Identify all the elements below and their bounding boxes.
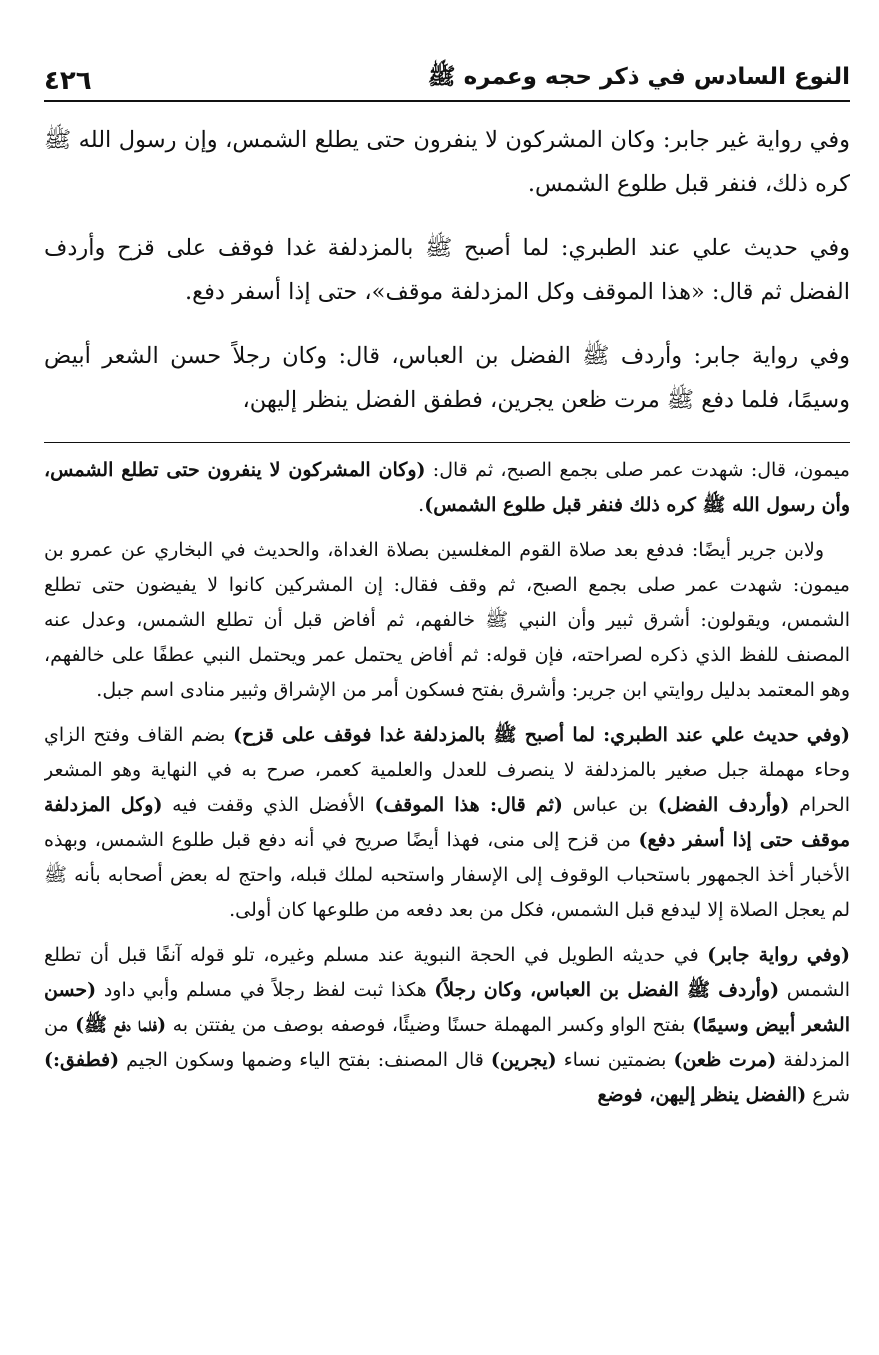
- commentary-quote: (وأردف ﷺ الفضل بن العباس، وكان رجلاً): [434, 979, 780, 1001]
- commentary-paragraph-2: ولابن جرير أيضًا: فدفع بعد صلاة القوم المغلسين بصلاة الغداة، والحديث في البخاري عن عمرو بن ميمون: شهدت عمر صلى بجمع الصبح، ثم وقف فقال: إن المشركين كانوا لا يفيضون حتى تطلع الشمس، ويقولون: أشرق ثبير وأن النبي ﷺ خالفهم، ثم أفاض قبل أن تطلع الشمس، وعدل عنه المصنف للفظ الذي ذكره لصراحته، فإن قوله: ثم أفاض يحتمل عمر ويحتمل النبي عطفًا على خالفهم، وهو المعتمد بدليل روايتي ابن جرير: وأشرق بفتح فسكون أمر من الإشراق وثبير منادى اسم جبل.: [44, 539, 850, 701]
- commentary-quote: (وفي حديث علي عند الطبري: لما أصبح ﷺ بالمزدلفة غدا فوقف على قزح): [233, 724, 850, 746]
- commentary: [44, 453, 850, 1113]
- page-number: ٤٢٦: [44, 66, 92, 96]
- commentary-quote: (ثم قال: هذا الموقف): [374, 794, 563, 816]
- page-header: [44, 52, 850, 102]
- commentary-quote: (مرت ظعن): [673, 1049, 777, 1071]
- commentary-text: في حديثه الطويل في الحجة النبوية عند مسلم وغيره، تلو قوله آنفًا قبل أن تطلع الشمس: [44, 944, 850, 1001]
- commentary-quote: (وفي رواية جابر): [707, 944, 850, 966]
- footnote-divider: [44, 442, 850, 443]
- commentary-quote: (فلما دفع ﷺ): [75, 1014, 167, 1036]
- commentary-text: بضم القاف وفتح الزاي وحاء مهملة جبل صغير بالمزدلفة لا ينصرف للعدل والعلمية كعمر، صرح به في النهاية وهو المشعر الحرام: [44, 724, 850, 816]
- commentary-text: من قزح إلى منى، فهذا أيضًا صريح في أنه دفع قبل طلوع الشمس، وبهذه الأخبار أخذ الجمهور باستحباب الوقوف إلى الإسفار واستحبه لملك قبله، واحتج له بعض أصحابه بأنه ﷺ لم يعجل الصلاة إلا ليدفع قبل الشمس، فكل من بعد دفعه من طلوعها كان أولى.: [44, 829, 850, 921]
- commentary-quote: (وأردف الفضل): [657, 794, 790, 816]
- commentary-text: هكذا ثبت لفظ رجلاً في مسلم وأبي داود: [96, 979, 435, 1001]
- commentary-text: .: [418, 494, 425, 516]
- commentary-text: الأفضل الذي وقفت فيه: [162, 794, 375, 816]
- main-paragraph-1: وفي رواية غير جابر: وكان المشركون لا ينفرون حتى يطلع الشمس، وإن رسول الله ﷺ كره ذلك، فنفر قبل طلوع الشمس.: [44, 127, 850, 197]
- commentary-paragraph-1: [44, 453, 850, 523]
- commentary-quote: (وكل المزدلفة موقف حتى إذا أسفر دفع): [44, 794, 850, 851]
- commentary-text: شرع: [806, 1084, 850, 1106]
- commentary-text: من المزدلفة: [44, 1014, 850, 1071]
- commentary-quote: (حسن الشعر أبيض وسيمًا): [44, 979, 850, 1036]
- commentary-quote: (وكان المشركون لا ينفرون حتى تطلع الشمس، وأن رسول الله ﷺ كره ذلك فنفر قبل طلوع الشمس): [44, 459, 850, 516]
- commentary-text: قال المصنف: بفتح الياء وضمها وسكون الجيم: [119, 1049, 491, 1071]
- commentary-quote: (فطفق:): [44, 1049, 120, 1071]
- main-paragraph-3: وفي رواية جابر: وأردف ﷺ الفضل بن العباس، قال: وكان رجلاً حسن الشعر أبيض وسيمًا، فلما دفع ﷺ مرت ظعن يجرين، فطفق الفضل ينظر إليهن،: [44, 343, 850, 413]
- book-page: [44, 52, 850, 1342]
- main-paragraph-2: وفي حديث علي عند الطبري: لما أصبح ﷺ بالمزدلفة غدا فوقف على قزح وأردف الفضل ثم قال: «هذا الموقف وكل المزدلفة موقف»، حتى إذا أسفر دفع.: [44, 235, 850, 305]
- commentary-paragraph-3: [44, 718, 850, 928]
- commentary-text: بفتح الواو وكسر المهملة حسنًا وضيئًا، فوصفه بوصف من يفتتن به: [166, 1014, 692, 1036]
- main-text: [44, 118, 850, 422]
- commentary-quote: (يجرين): [490, 1049, 557, 1071]
- commentary-paragraph-4: [44, 938, 850, 1113]
- commentary-text: بن عباس: [562, 794, 658, 816]
- commentary-text: بضمتين نساء: [556, 1049, 674, 1071]
- running-title: النوع السادس في ذكر حجه وعمره ﷺ: [427, 64, 850, 90]
- commentary-text: ميمون، قال: شهدت عمر صلى بجمع الصبح، ثم قال:: [425, 459, 850, 481]
- commentary-quote: (الفضل ينظر إليهن، فوضع: [597, 1084, 807, 1106]
